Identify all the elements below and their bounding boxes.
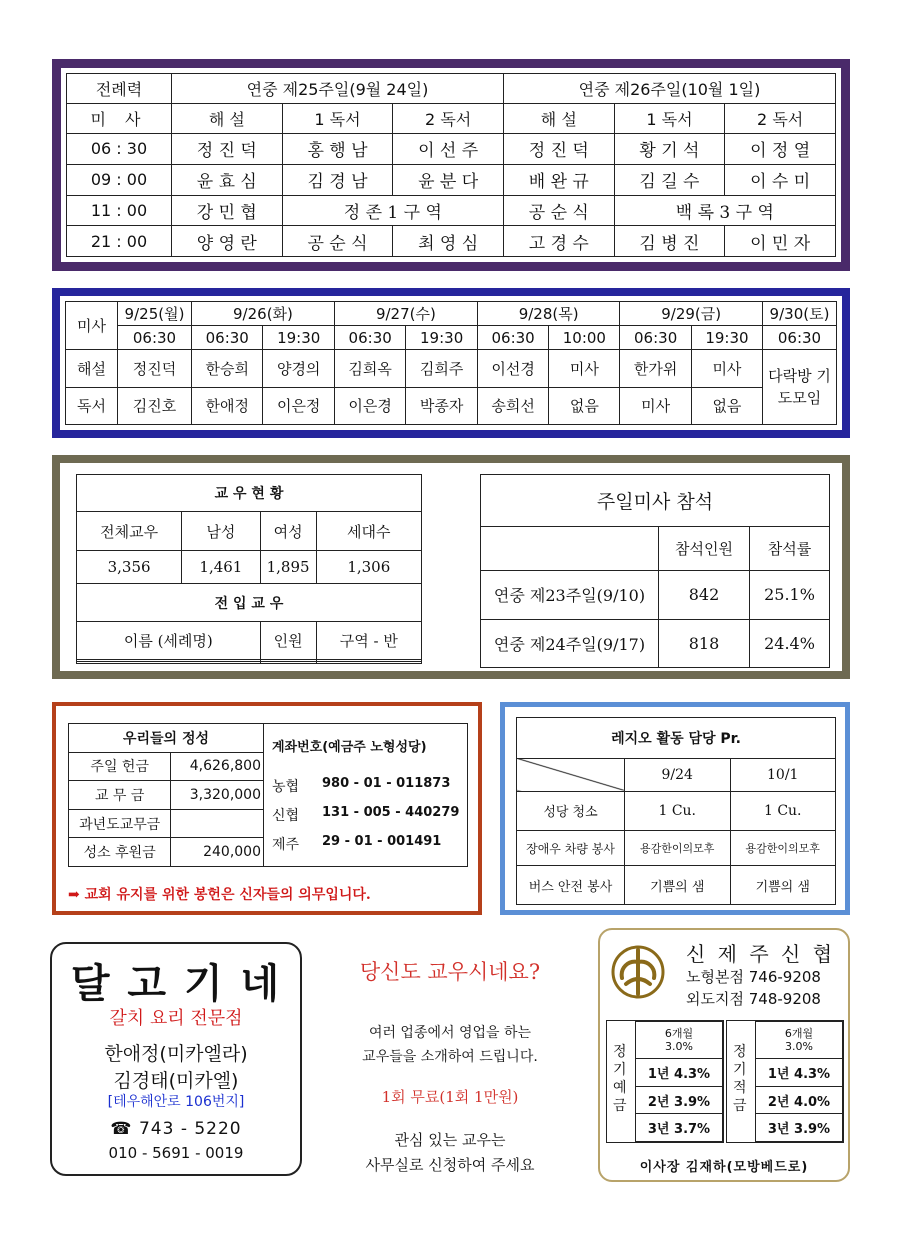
owner-name: 김경태(미카엘) <box>113 1070 239 1092</box>
table-cell: 정 진 덕 <box>503 134 614 165</box>
day-header: 9/27(수) <box>334 302 477 326</box>
credit-union-logo-icon <box>610 944 666 1000</box>
table-cell: 최 영 심 <box>393 226 504 257</box>
table-cell: 미사 <box>691 350 762 388</box>
offerings-panel <box>52 702 482 915</box>
stat-value: 1,306 <box>316 550 421 584</box>
saving-label <box>733 1043 747 1115</box>
role-header: 1 독서 <box>282 104 393 134</box>
saving-label-char: 금 <box>733 1098 747 1114</box>
table-cell: 양경의 <box>263 350 334 388</box>
account-number: 131 - 005 - 440279 <box>322 805 460 820</box>
time-cell: 19:30 <box>691 326 762 350</box>
table-cell: 이 정 열 <box>725 134 836 165</box>
rate-term: 1년 <box>767 1067 790 1083</box>
table-row <box>69 752 264 781</box>
time-cell: 10:00 <box>549 326 620 350</box>
empty-cell <box>77 662 261 664</box>
table-cell: 정 존 1 구 역 <box>282 195 503 226</box>
rate-row <box>636 1086 723 1114</box>
offerings-title: 우리들의 정성 <box>69 724 264 753</box>
role-header: 2 독서 <box>393 104 504 134</box>
legio-value: 1 Cu. <box>625 792 731 831</box>
rate-term: 3년 <box>647 1122 670 1138</box>
stat-header: 남성 <box>182 512 260 551</box>
deposit-label <box>613 1043 627 1115</box>
attendance-header: 참석률 <box>750 527 830 571</box>
day-header: 9/30(토) <box>763 302 837 326</box>
legio-date: 9/24 <box>625 758 731 791</box>
chairman-name: 이사장 김재하(모방베드로) <box>639 1160 809 1175</box>
rate-term: 3년 <box>767 1122 790 1138</box>
promo-text: 여러 업종에서 영업을 하는 <box>368 1025 532 1041</box>
week2-header: 연중 제26주일(10월 1일) <box>503 74 835 104</box>
legio-label: 버스 안전 봉사 <box>517 866 625 905</box>
table-cell: 한가위 <box>620 350 691 388</box>
role-header: 해 설 <box>172 104 283 134</box>
time-cell: 06:30 <box>620 326 691 350</box>
offering-label: 과년도교무금 <box>69 809 171 838</box>
table-cell: 공 순 식 <box>503 195 614 226</box>
offerings-table <box>68 723 264 867</box>
account-number: 29 - 01 - 001491 <box>322 834 442 849</box>
time-cell: 06:30 <box>192 326 263 350</box>
role-header: 1 독서 <box>614 104 725 134</box>
rate-term: 1년 <box>647 1067 670 1083</box>
branch-phone: 외도지점 748-9208 <box>686 990 821 1008</box>
time-cell: 06:30 <box>334 326 405 350</box>
table-cell: 없음 <box>691 387 762 425</box>
table-row <box>67 134 836 165</box>
deposit-label-char: 예 <box>613 1080 627 1096</box>
rate-value: 4.3% <box>794 1067 831 1083</box>
table-cell: 이은경 <box>334 387 405 425</box>
legio-value: 용감한이의모후 <box>730 830 836 865</box>
time-cell: 19:30 <box>263 326 334 350</box>
bank-name: 신협 <box>272 808 300 824</box>
rate-value: 3.0% <box>785 1040 813 1054</box>
rate-row <box>756 1086 843 1114</box>
deposit-label-char: 금 <box>613 1098 627 1114</box>
table-cell: 미사 <box>620 387 691 425</box>
day-header: 9/26(화) <box>192 302 335 326</box>
stat-header: 전체교우 <box>77 512 182 551</box>
rate-head <box>756 1022 843 1059</box>
mass-time: 09 : 00 <box>67 164 172 195</box>
table-cell: 고 경 수 <box>503 226 614 257</box>
table-row <box>517 866 836 905</box>
rate-value: 3.9% <box>794 1122 831 1138</box>
table-cell: 공 순 식 <box>282 226 393 257</box>
week1-header: 연중 제25주일(9월 24일) <box>172 74 504 104</box>
stat-header: 세대수 <box>316 512 421 551</box>
restaurant-name: 달 고 기 네 <box>70 961 282 1007</box>
stat-value: 1,461 <box>182 550 260 584</box>
table-row <box>481 619 830 667</box>
time-cell: 06:30 <box>763 326 837 350</box>
rate-value: 3.9% <box>674 1094 711 1110</box>
mass-time: 11 : 00 <box>67 195 172 226</box>
phone-line <box>52 1119 300 1139</box>
table-row <box>69 809 264 838</box>
legio-date: 10/1 <box>730 758 836 791</box>
account-title: 계좌번호(예금주 노형성당) <box>272 740 427 755</box>
table-cell: 윤 분 다 <box>393 164 504 195</box>
deposit-label-char: 기 <box>613 1062 627 1078</box>
diagonal-cell <box>517 758 625 791</box>
offering-value <box>171 809 264 838</box>
rate-row <box>636 1114 723 1142</box>
table-row <box>69 838 264 867</box>
offering-value: 4,626,800 <box>171 752 264 781</box>
table-row <box>517 830 836 865</box>
time-cell: 19:30 <box>406 326 477 350</box>
transfer-title: 전 입 교 우 <box>77 584 422 621</box>
stat-header: 여성 <box>260 512 316 551</box>
rate-row <box>756 1114 843 1142</box>
day-header: 9/29(금) <box>620 302 763 326</box>
branch-phone: 노형본점 746-9208 <box>686 968 821 986</box>
attendance-rate: 24.4% <box>750 619 830 667</box>
bank-name: 농협 <box>272 779 300 795</box>
table-cell: 한승희 <box>192 350 263 388</box>
promo-text: 사무실로 신청하여 주세요 <box>365 1156 535 1174</box>
legio-label: 성당 청소 <box>517 792 625 831</box>
account-box <box>264 723 468 867</box>
rate-term: 6개월 <box>664 1027 694 1041</box>
table-cell: 이 선 주 <box>393 134 504 165</box>
transfer-header: 인원 <box>260 621 316 660</box>
promo-box <box>310 950 590 1175</box>
rate-term: 2년 <box>647 1094 670 1110</box>
table-cell: 김 길 수 <box>614 164 725 195</box>
table-cell: 김진호 <box>118 387 192 425</box>
transfer-header: 이름 (세례명) <box>77 621 261 660</box>
table-row <box>67 164 836 195</box>
table-row <box>66 350 837 388</box>
legio-table <box>516 717 836 905</box>
attendance-count: 842 <box>659 571 750 619</box>
statistics-panel <box>52 455 850 679</box>
rate-value: 3.7% <box>674 1122 711 1138</box>
attendance-label: 연중 제24주일(9/17) <box>481 619 659 667</box>
sunday-liturgy-panel <box>52 59 850 271</box>
rate-term: 6개월 <box>784 1027 814 1041</box>
table-row <box>67 226 836 257</box>
offering-value: 3,320,000 <box>171 781 264 810</box>
commentary-label: 해설 <box>66 350 118 388</box>
table-cell: 정 진 덕 <box>172 134 283 165</box>
phone-number: 743 - 5220 <box>138 1119 242 1139</box>
legio-value: 1 Cu. <box>730 792 836 831</box>
parishioner-status-table <box>76 474 422 664</box>
rate-head <box>636 1022 723 1059</box>
table-cell: 이은정 <box>263 387 334 425</box>
rate-term: 2년 <box>767 1094 790 1110</box>
role-header: 해 설 <box>503 104 614 134</box>
empty-cell <box>316 662 421 664</box>
attendance-title: 주일미사 참석 <box>481 475 830 527</box>
legio-panel <box>500 702 850 915</box>
rate-value: 4.0% <box>794 1094 831 1110</box>
saving-label-char: 기 <box>733 1062 747 1078</box>
rate-value: 4.3% <box>674 1067 711 1083</box>
table-cell: 김 병 진 <box>614 226 725 257</box>
weekday-mass-table <box>65 301 837 425</box>
sunday-liturgy-table <box>66 73 836 257</box>
mass-time: 06 : 30 <box>67 134 172 165</box>
offering-label: 성소 후원금 <box>69 838 171 867</box>
phone-icon: ☎ <box>110 1119 133 1139</box>
stat-value: 1,895 <box>260 550 316 584</box>
restaurant-address: [테우해안로 106번지] <box>107 1094 245 1110</box>
time-cell: 06:30 <box>118 326 192 350</box>
rate-row <box>756 1059 843 1087</box>
legio-title: 레지오 활동 담당 Pr. <box>517 718 836 759</box>
transfer-header: 구역 - 반 <box>316 621 421 660</box>
attendance-table <box>480 474 830 668</box>
reading-label: 독서 <box>66 387 118 425</box>
saving-rate-table <box>755 1021 843 1142</box>
mass-label: 미사 <box>66 302 118 350</box>
table-row <box>481 571 830 619</box>
offering-notice: ➡ 교회 유지를 위한 봉헌은 신자들의 의무입니다. <box>68 887 371 903</box>
mass-label: 미 사 <box>67 104 172 134</box>
table-row <box>517 792 836 831</box>
table-row <box>69 781 264 810</box>
legio-value: 용감한이의모후 <box>625 830 731 865</box>
stat-value: 3,356 <box>77 550 182 584</box>
saving-box <box>726 1020 844 1143</box>
rate-row <box>636 1059 723 1087</box>
owner-name: 한애정(미카엘라) <box>104 1043 248 1065</box>
table-cell: 송희선 <box>477 387 548 425</box>
table-cell: 배 완 규 <box>503 164 614 195</box>
day-header: 9/25(월) <box>118 302 192 326</box>
attendance-header: 참석인원 <box>659 527 750 571</box>
bank-name: 제주 <box>272 837 300 853</box>
saturday-note: 다락방 기도모임 <box>763 350 837 425</box>
deposit-label-char: 정 <box>613 1044 627 1060</box>
table-cell: 홍 행 남 <box>282 134 393 165</box>
table-cell: 미사 <box>549 350 620 388</box>
role-header: 2 독서 <box>725 104 836 134</box>
deposit-box <box>606 1020 724 1143</box>
day-header: 9/28(목) <box>477 302 620 326</box>
table-row <box>67 195 836 226</box>
liturgy-label: 전례력 <box>67 74 172 104</box>
time-cell: 06:30 <box>477 326 548 350</box>
table-cell: 강 민 협 <box>172 195 283 226</box>
legio-label: 장애우 차량 봉사 <box>517 830 625 865</box>
table-cell: 이 민 자 <box>725 226 836 257</box>
table-cell: 이선경 <box>477 350 548 388</box>
table-cell: 박종자 <box>406 387 477 425</box>
promo-text: 교우들을 소개하여 드립니다. <box>362 1049 538 1065</box>
restaurant-ad <box>50 942 302 1176</box>
empty-cell <box>481 527 659 571</box>
mobile-number: 010 - 5691 - 0019 <box>108 1144 244 1162</box>
table-cell: 한애정 <box>192 387 263 425</box>
attendance-rate: 25.1% <box>750 571 830 619</box>
credit-union-ad <box>598 928 850 1182</box>
attendance-label: 연중 제23주일(9/10) <box>481 571 659 619</box>
parishioner-title: 교 우 현 황 <box>77 475 422 512</box>
table-cell: 정진덕 <box>118 350 192 388</box>
table-cell: 김희주 <box>406 350 477 388</box>
rate-value: 3.0% <box>665 1040 693 1054</box>
promo-title: 당신도 교우시네요? <box>359 960 541 984</box>
table-cell: 백 록 3 구 역 <box>614 195 835 226</box>
table-cell: 김희옥 <box>334 350 405 388</box>
weekday-mass-panel <box>52 288 850 438</box>
table-row <box>66 387 837 425</box>
table-cell: 양 영 란 <box>172 226 283 257</box>
promo-price: 1회 무료(1회 1만원) <box>381 1088 519 1106</box>
attendance-count: 818 <box>659 619 750 667</box>
table-cell: 김 경 남 <box>282 164 393 195</box>
offering-label: 교 무 금 <box>69 781 171 810</box>
empty-cell <box>260 662 316 664</box>
offering-value: 240,000 <box>171 838 264 867</box>
saving-label-char: 적 <box>733 1080 747 1096</box>
table-cell: 윤 효 심 <box>172 164 283 195</box>
promo-text: 관심 있는 교우는 <box>394 1131 506 1149</box>
table-cell: 없음 <box>549 387 620 425</box>
saving-label-char: 정 <box>733 1044 747 1060</box>
legio-value: 기쁨의 샘 <box>730 866 836 905</box>
mass-time: 21 : 00 <box>67 226 172 257</box>
legio-value: 기쁨의 샘 <box>625 866 731 905</box>
account-number: 980 - 01 - 011873 <box>322 776 451 791</box>
deposit-rate-table <box>635 1021 723 1142</box>
table-cell: 이 수 미 <box>725 164 836 195</box>
table-cell: 황 기 석 <box>614 134 725 165</box>
credit-union-name: 신 제 주 신 협 <box>686 942 836 966</box>
offering-label: 주일 헌금 <box>69 752 171 781</box>
restaurant-tagline: 갈치 요리 전문점 <box>109 1008 243 1029</box>
